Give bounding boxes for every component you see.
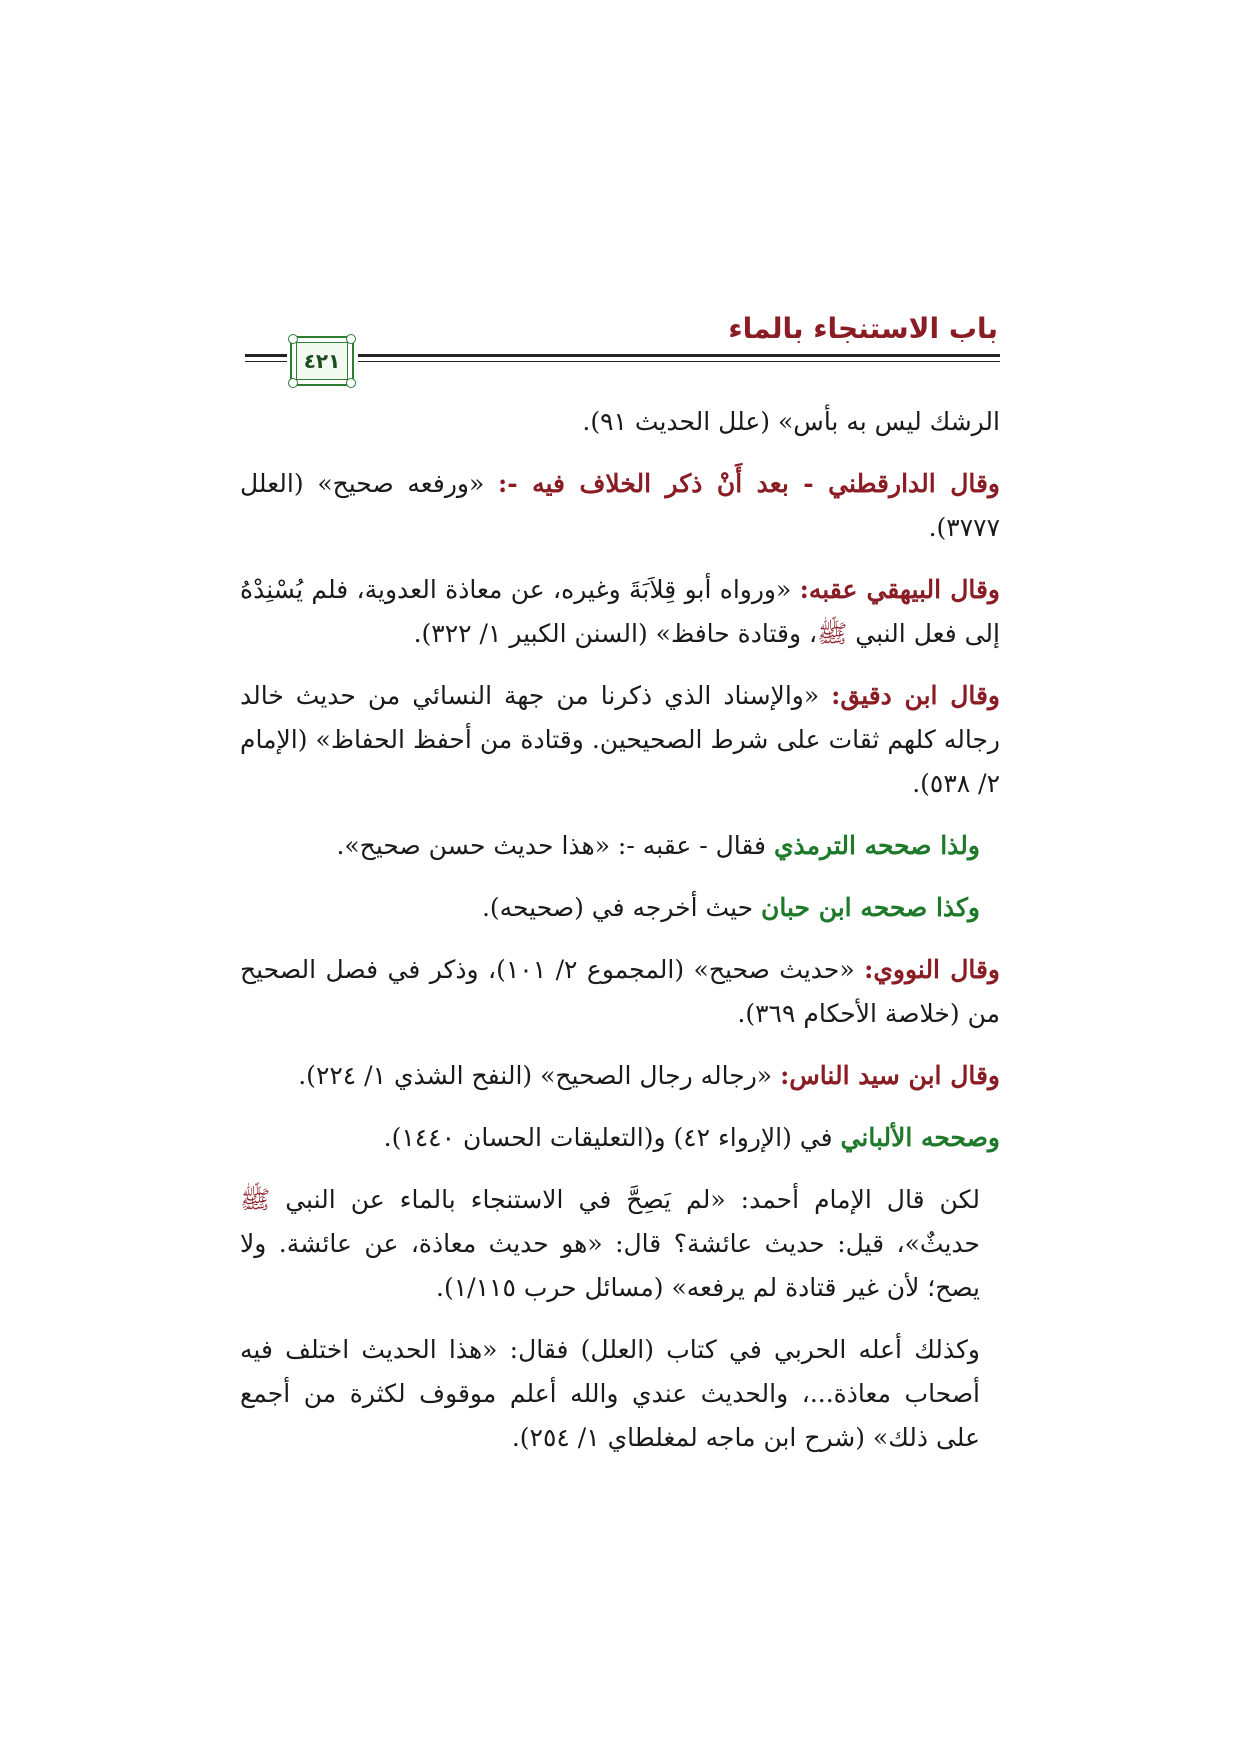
ornament-icon [288, 334, 298, 344]
scholar-citation: وقال ابن دقيق: [831, 681, 1000, 710]
scholar-citation: وقال ابن سيد الناس: [780, 1061, 1000, 1090]
paragraph-text: الرشك ليس به بأس» (علل الحديث ٩١). [582, 407, 1000, 436]
header-rule-left-top [245, 354, 287, 357]
paragraph-text: «رجاله رجال الصحيح» (النفح الشذي ١/ ٢٢٤). [298, 1061, 781, 1090]
ornament-icon [346, 334, 356, 344]
paragraph [240, 1328, 1000, 1460]
paragraph [240, 824, 1000, 868]
scholar-citation: وقال البيهقي عقبه: [799, 575, 1001, 604]
page-body [240, 400, 1000, 1478]
salawat-icon: ﷺ [817, 619, 848, 648]
authentication-note: ولذا صححه الترمذي [773, 831, 980, 860]
authentication-note: وصححه الألباني [840, 1123, 1000, 1152]
paragraph [240, 400, 1000, 444]
paragraph-text: حديثٌ»، قيل: حديث عائشة؟ قال: «هو حديث معاذة، عن عائشة. ولا يصح؛ لأن غير قتادة لم يرفعه» (مسائل حرب ١/١١٥). [240, 1229, 980, 1302]
paragraph-text: ، وقتادة حافظ» (السنن الكبير ١/ ٣٢٢). [413, 619, 818, 648]
paragraph-text: «والإسناد الذي ذكرنا من جهة النسائي من حديث خالد رجاله كلهم ثقات على شرط الصحيحين. وقتادة من أحفظ الحفاظ» (الإمام ٢/ ٥٣٨). [240, 681, 1000, 798]
scholar-citation: وقال الدارقطني - بعد أَنْ ذكر الخلاف فيه -: [498, 469, 1000, 498]
scholar-citation: وقال النووي: [864, 955, 1000, 984]
paragraph-text: وكذلك أعله الحربي في كتاب (العلل) فقال: «هذا الحديث اختلف فيه أصحاب معاذة...، والحديث عندي والله أعلم موقوف لكثرة من أجمع على ذلك» (شرح ابن ماجه لمغلطاي ١/ ٢٥٤). [240, 1335, 980, 1452]
page-number-badge [290, 336, 354, 386]
authentication-note: وكذا صححه ابن حبان [761, 893, 980, 922]
paragraph [240, 1178, 1000, 1310]
header-rule-left-bottom [245, 361, 287, 362]
paragraph [240, 674, 1000, 806]
paragraph [240, 1054, 1000, 1098]
paragraph [240, 948, 1000, 1036]
ornament-icon [346, 378, 356, 388]
paragraph-text: «ورواه أبو قِلاَبَةَ وغيره، عن معاذة العدوية، فلم يُسْنِدْهُ إلى فعل النبي [240, 575, 1000, 648]
page-number-frame [296, 342, 348, 380]
page-number: ٤٢١ [303, 349, 341, 373]
chapter-title: باب الاستنجاء بالماء [728, 312, 998, 345]
paragraph-text: «ورفعه صحيح» (العلل ٣٧٧٧). [240, 469, 1000, 542]
salawat-icon: ﷺ [240, 1185, 271, 1214]
paragraph-text: «حديث صحيح» (المجموع ٢/ ١٠١)، وذكر في فصل الصحيح من (خلاصة الأحكام ٣٦٩). [240, 955, 1000, 1028]
paragraph-text: لكن قال الإمام أحمد: «لم يَصِحَّ في الاستنجاء بالماء عن النبي [270, 1185, 980, 1214]
paragraph-text: في (الإرواء ٤٢) و(التعليقات الحسان ١٤٤٠). [383, 1123, 841, 1152]
header-rule-right-bottom [358, 361, 1000, 362]
paragraph [240, 462, 1000, 550]
ornament-icon [288, 378, 298, 388]
paragraph [240, 886, 1000, 930]
paragraph [240, 568, 1000, 656]
paragraph-text: حيث أخرجه في (صحيحه). [481, 893, 762, 922]
paragraph-text: فقال - عقبه -: «هذا حديث حسن صحيح». [336, 831, 774, 860]
header-rule-right-top [358, 354, 1000, 357]
paragraph [240, 1116, 1000, 1160]
